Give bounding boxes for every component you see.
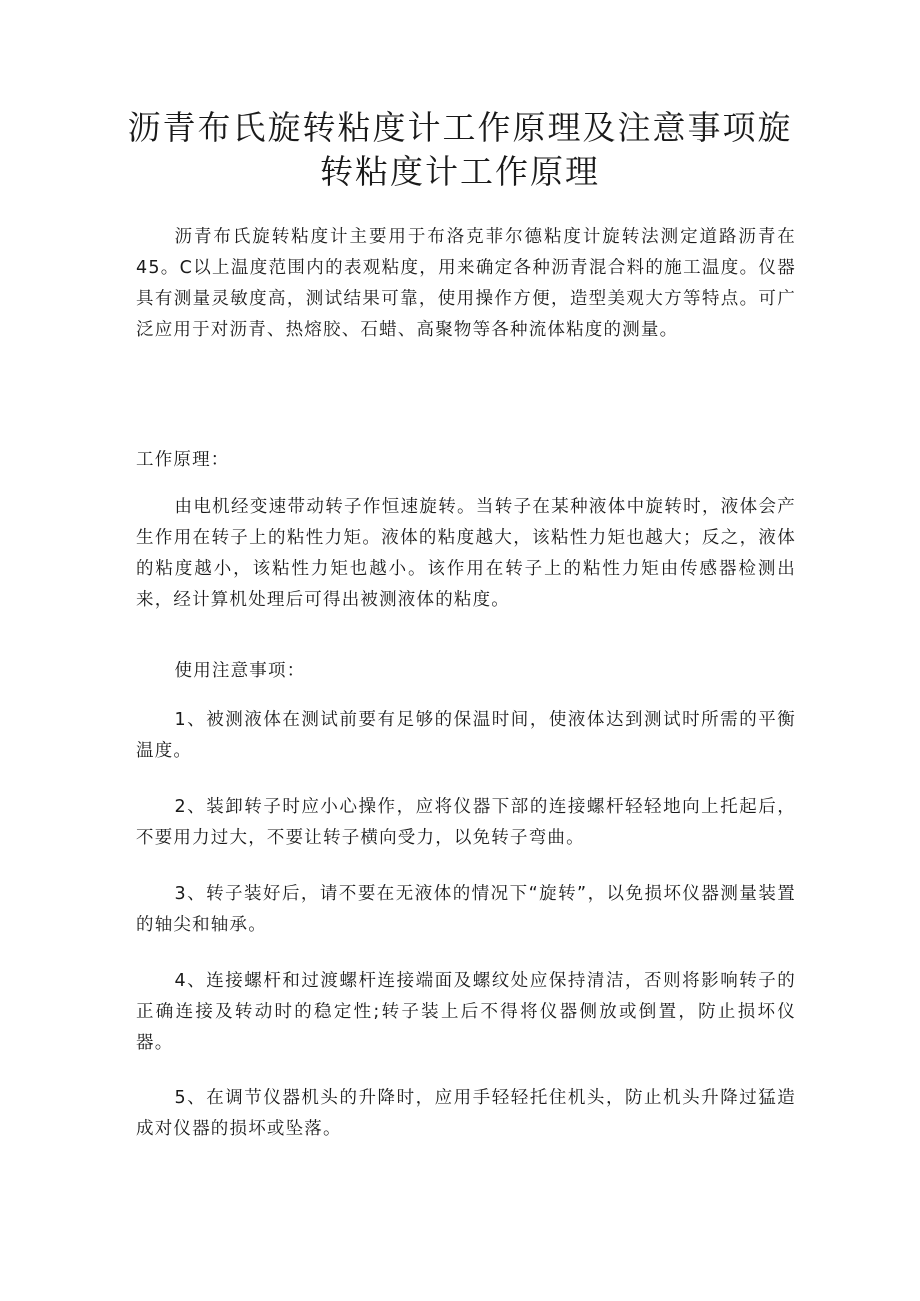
note-item-2: 2、装卸转子时应小心操作，应将仪器下部的连接螺杆轻轻地向上托起后，不要用力过大，不要让转子横向受力，以免转子弯曲。 <box>136 797 796 848</box>
intro-paragraph: 沥青布氏旋转粘度计主要用于布洛克菲尔德粘度计旋转法测定道路沥青在45。C以上温度范围内的表观粘度，用来确定各种沥青混合料的施工温度。仪器具有测量灵敏度高，测试结果可靠，使用操作方便，造型美观大方等特点。可广泛应用于对沥青、热熔胶、石蜡、高聚物等各种流体粘度的测量。 <box>136 227 796 340</box>
note-item-3: 3、转子装好后，请不要在无液体的情况下“旋转”，以免损坏仪器测量装置的轴尖和轴承。 <box>136 884 796 935</box>
document-title-line-2: 转粘度计工作原理 <box>320 152 600 191</box>
document-title-line-1: 沥青布氏旋转粘度计工作原理及注意事项旋 <box>127 108 793 147</box>
note-item-5: 5、在调节仪器机头的升降时，应用手轻轻托住机头，防止机头升降过猛造成对仪器的损坏或坠落。 <box>136 1088 796 1139</box>
note-item-4: 4、连接螺杆和过渡螺杆连接端面及螺纹处应保持清洁，否则将影响转子的正确连接及转动时的稳定性;转子装上后不得将仪器侧放或倒置，防止损坏仪器。 <box>136 971 796 1053</box>
note-item-1: 1、被测液体在测试前要有足够的保温时间，使液体达到测试时所需的平衡温度。 <box>136 710 796 761</box>
notes-heading: 使用注意事项： <box>174 661 306 681</box>
principle-heading: 工作原理： <box>136 450 230 470</box>
principle-paragraph: 由电机经变速带动转子作恒速旋转。当转子在某种液体中旋转时，液体会产生作用在转子上的粘性力矩。液体的粘度越大，该粘性力矩也越大；反之，液体的粘度越小，该粘性力矩也越小。该作用在转子上的粘性力矩由传感器检测出来，经计算机处理后可得出被测液体的粘度。 <box>136 497 796 610</box>
